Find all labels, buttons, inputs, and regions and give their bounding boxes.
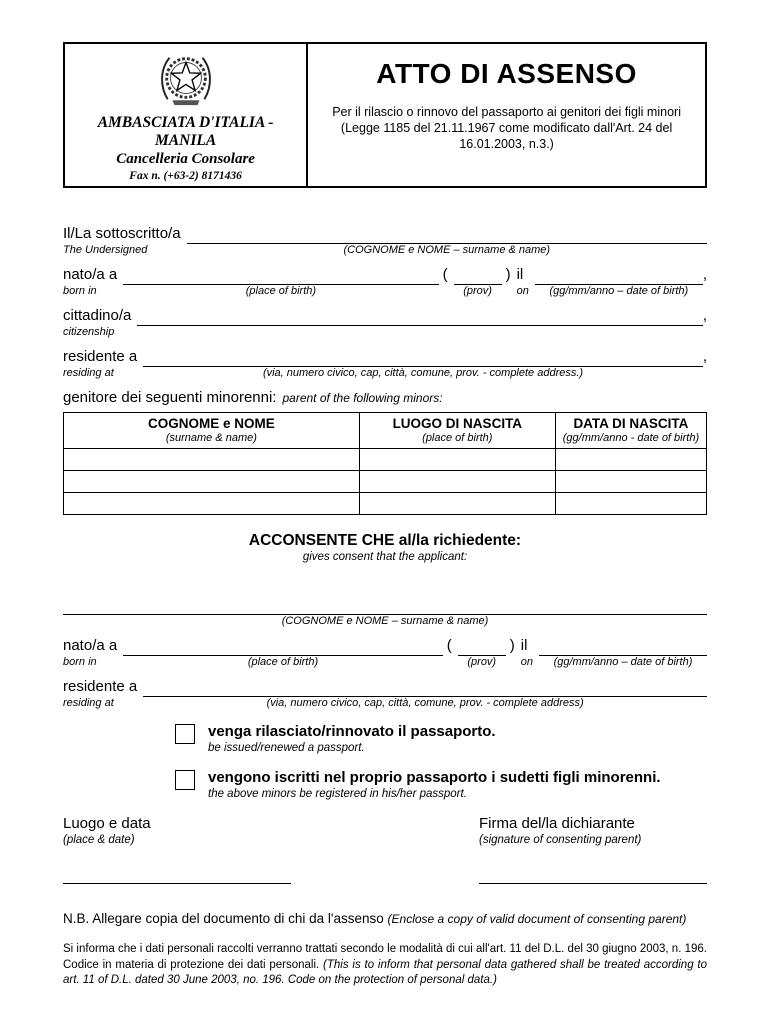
table-cell: [64, 449, 360, 471]
undersigned-sublabel: The Undersigned: [63, 244, 148, 256]
born-sublabel: born in: [63, 285, 97, 297]
applicant-address-line: [143, 677, 707, 697]
signature-lines-row: [63, 882, 707, 884]
place-date-block: [63, 814, 291, 848]
il-label: il: [516, 266, 524, 283]
comma: ,: [702, 307, 707, 324]
signature-sublabel: (signature of consenting parent): [479, 834, 642, 846]
col-name-title: COGNOME e NOME: [148, 416, 275, 431]
citizen-sublabel: citizenship: [63, 326, 115, 338]
parent-label: genitore dei seguenti minorenni:: [63, 389, 277, 406]
consent-title: ACCONSENTE CHE al/la richiedente:: [248, 532, 522, 549]
citizenship-row: [63, 306, 707, 339]
col-birthplace-title: LUOGO DI NASCITA: [392, 416, 523, 431]
table-row: [64, 471, 707, 493]
comma: ,: [702, 348, 707, 365]
province-hint: (prov): [463, 285, 492, 297]
undersigned-name-hint: (COGNOME e NOME – surname & name): [343, 244, 551, 256]
undersigned-row: [63, 224, 707, 257]
applicant-residence-row: [63, 677, 707, 710]
birthdate-hint: (gg/mm/anno – date of birth): [549, 285, 689, 297]
applicant-birthplace-hint: (place of birth): [247, 656, 319, 668]
title-block: [308, 44, 705, 186]
table-cell: [555, 471, 706, 493]
birthplace-hint: (place of birth): [245, 285, 317, 297]
parent-of-minors-row: [63, 388, 707, 408]
declarant-residence-row: [63, 347, 707, 380]
applicant-province-hint: (prov): [467, 656, 497, 668]
col-header-birthdate: [555, 413, 706, 449]
col-header-birthplace: [359, 413, 555, 449]
col-birthdate-subtitle: (gg/mm/anno - date of birth): [562, 432, 700, 444]
option-label: venga rilasciato/rinnovato il passaporto.: [208, 723, 496, 740]
parent-sublabel: parent of the following minors:: [282, 391, 443, 405]
address-hint: (via, numero civico, cap, città, comune, prov. - complete address.): [262, 367, 584, 379]
on-sublabel: on: [520, 656, 533, 668]
birthplace-line: [123, 265, 438, 285]
birthdate-line: [535, 265, 703, 285]
embassy-emblem-icon: [157, 94, 215, 111]
applicant-province-line: [458, 636, 506, 656]
signature-line: [479, 882, 707, 884]
col-header-name: [64, 413, 360, 449]
place-date-sublabel: (place & date): [63, 834, 135, 846]
declarant-birth-row: [63, 265, 707, 298]
applicant-name-row: [63, 595, 707, 628]
table-cell: [359, 471, 555, 493]
option-label: vengono iscritti nel proprio passaporto i sudetti figli minorenni.: [208, 769, 661, 786]
citizen-label: cittadino/a: [63, 307, 132, 324]
privacy-english-text: (This is to inform that personal data gathered shall be treated according to art. 11 of D.L. dated 30 June 2003, no. 196. Code on the protection of personal data.): [63, 958, 707, 986]
born-label: nato/a a: [63, 637, 118, 654]
table-cell: [64, 493, 360, 515]
applicant-birthplace-line: [123, 636, 443, 656]
born-label: nato/a a: [63, 266, 118, 283]
table-cell: [555, 449, 706, 471]
option-minors-registered: [175, 768, 707, 802]
col-name-subtitle: (surname & name): [165, 432, 257, 444]
nb-main-text: N.B. Allegare copia del documento di chi da l'assenso: [63, 911, 388, 926]
signature-label: Firma del/la dichiarante: [479, 815, 635, 832]
undersigned-name-line: [187, 224, 707, 244]
born-sublabel: born in: [63, 656, 97, 668]
applicant-name-hint: (COGNOME e NOME – surname & name): [281, 615, 489, 627]
nb-note: [63, 910, 707, 928]
undersigned-label: Il/La sottoscritto/a: [63, 225, 181, 242]
address-line: [143, 347, 703, 367]
nb-italic-text: (Enclose a copy of valid document of consenting parent): [387, 912, 687, 926]
citizenship-line: [137, 306, 702, 326]
document-title: ATTO DI ASSENSO: [376, 58, 637, 89]
embassy-fax: Fax n. (+63-2) 8171436: [129, 170, 242, 182]
table-cell: [359, 493, 555, 515]
place-date-label: Luogo e data: [63, 815, 151, 832]
close-paren: ): [505, 266, 511, 283]
on-sublabel: on: [516, 285, 529, 297]
col-birthdate-title: DATA DI NASCITA: [573, 416, 689, 431]
embassy-office: Cancelleria Consolare: [116, 151, 255, 167]
minors-registered-checkbox: [175, 770, 195, 790]
place-date-line: [63, 882, 291, 884]
option-sublabel: the above minors be registered in his/her passport.: [208, 788, 467, 800]
resident-label: residente a: [63, 678, 138, 695]
table-row: [64, 493, 707, 515]
signature-block: [479, 814, 707, 848]
embassy-block: [65, 44, 308, 186]
comma: ,: [702, 266, 707, 283]
close-paren: ): [509, 637, 515, 654]
table-cell: [555, 493, 706, 515]
applicant-birthdate-hint: (gg/mm/anno – date of birth): [553, 656, 693, 668]
passport-issue-checkbox: [175, 724, 195, 744]
table-cell: [64, 471, 360, 493]
col-birthplace-subtitle: (place of birth): [422, 432, 493, 444]
option-sublabel: be issued/renewed a passport.: [208, 742, 365, 754]
consent-heading: [63, 531, 707, 565]
minors-table: [63, 412, 707, 515]
privacy-note: [63, 942, 707, 989]
signature-labels-row: [63, 814, 707, 848]
resident-label: residente a: [63, 348, 138, 365]
header-box: [63, 42, 707, 188]
applicant-birth-row: [63, 636, 707, 669]
applicant-birthdate-line: [539, 636, 707, 656]
applicant-name-line: [63, 595, 707, 615]
document-subtitle-line1: Per il rilascio o rinnovo del passaporto ai genitori dei figli minori: [332, 105, 681, 119]
privacy-italian-text: Si informa che i dati personali raccolti verranno trattati secondo le modalità di cui all'art. 11 del D.L. del 30 giugno 2003, n. 196. Codice in materia di protezione dei dati personali.: [63, 943, 707, 971]
document-subtitle-line2: (Legge 1185 del 21.11.1967 come modificato dall'Art. 24 del 16.01.2003, n.3.): [340, 121, 673, 151]
open-paren: (: [442, 266, 448, 283]
province-line: [454, 265, 502, 285]
open-paren: (: [446, 637, 452, 654]
table-cell: [359, 449, 555, 471]
applicant-address-hint: (via, numero civico, cap, città, comune, prov. - complete address): [266, 697, 584, 709]
embassy-name: AMBASCIATA D'ITALIA - MANILA: [97, 114, 274, 149]
consent-subtitle: gives consent that the applicant:: [302, 551, 468, 563]
option-passport-issue: [175, 722, 707, 756]
resident-sublabel: residing at: [63, 697, 114, 709]
table-header-row: [64, 413, 707, 449]
il-label: il: [520, 637, 528, 654]
resident-sublabel: residing at: [63, 367, 114, 379]
table-row: [64, 449, 707, 471]
